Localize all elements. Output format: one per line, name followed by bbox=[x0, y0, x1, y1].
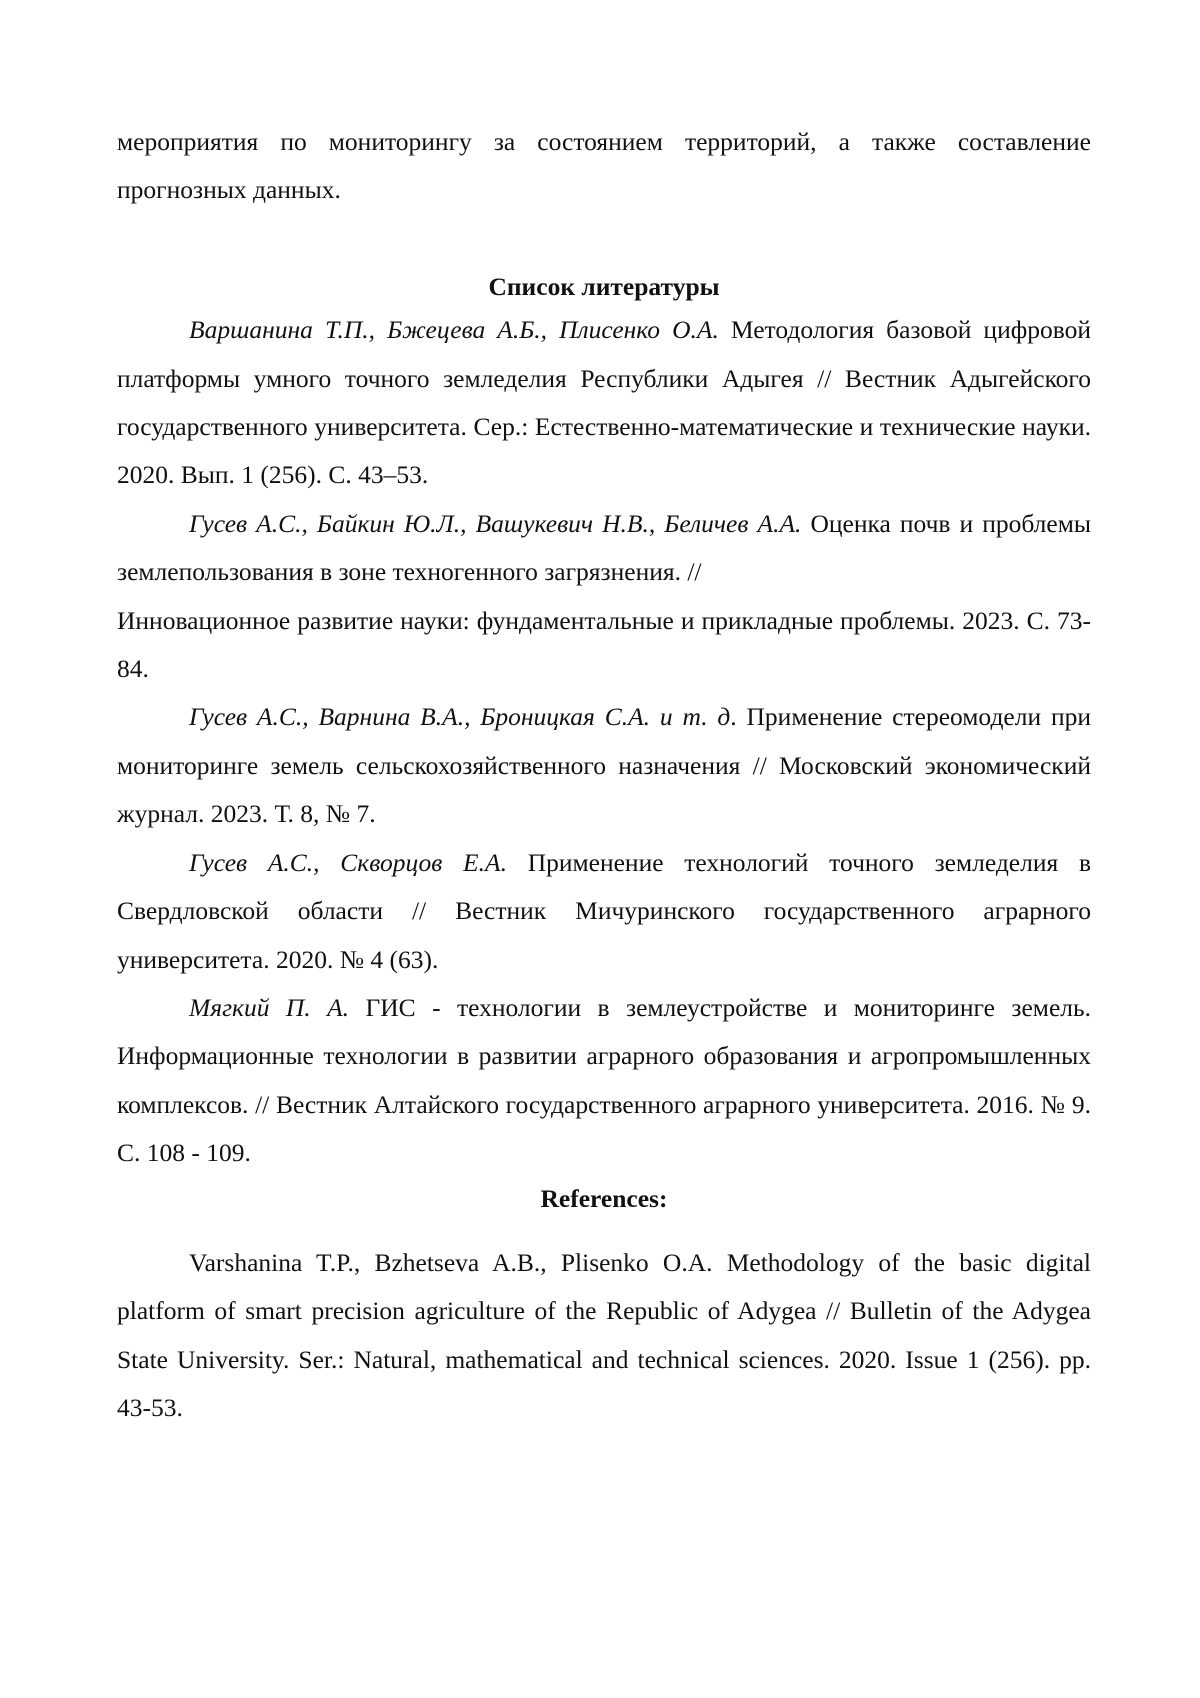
literature-item bbox=[117, 500, 1091, 597]
literature-item-authors: Варшанина Т.П., Бжецева А.Б., Плисенко О.А. bbox=[189, 315, 719, 345]
document-page bbox=[117, 118, 1091, 1433]
literature-item bbox=[117, 306, 1091, 500]
literature-item bbox=[117, 984, 1091, 1178]
literature-item-authors: Мягкий П. А. bbox=[189, 992, 350, 1022]
literature-item-continuation: Инновационное развитие науки: фундаментальные и прикладные проблемы. 2023. С. 73-84. bbox=[117, 605, 1091, 684]
literature-item-text: ГИС - технологии в землеустройстве и мониторинге земель. Информационные технологии в развитии аграрного образования и агропромышленных комплексов. // Вестник Алтайского государственного аграрного университета. 2016. № 9. С. 108 - 109. bbox=[117, 992, 1091, 1168]
literature-item-authors: Гусев А.С., Скворцов Е.А. bbox=[189, 847, 507, 877]
literature-item-text: Оценка почв и проблемы землепользования в зоне техногенного загрязнения. // bbox=[117, 508, 1091, 587]
literature-heading: Список литературы bbox=[488, 271, 720, 301]
intro-paragraph: мероприятия по мониторингу за состоянием территорий, а также составление прогнозных данных. bbox=[117, 127, 1091, 205]
literature-item-authors: Гусев А.С., Байкин Ю.Л., Вашукевич Н.В., Беличев А.А. bbox=[189, 508, 802, 538]
reference-item: Varshanina T.P., Bzhetseva A.B., Plisenko O.A. Methodology of the basic digital platform of smart precision agriculture of the Republic of Adygea // Bulletin of the Adygea State University. Ser.: Natural, mathematical and technical sciences. 2020. Issue 1 (256). pp. 43-53. bbox=[117, 1247, 1091, 1423]
references-heading: References: bbox=[540, 1183, 668, 1213]
literature-item bbox=[117, 693, 1091, 838]
literature-item bbox=[117, 839, 1091, 984]
literature-item-text: Применение технологий точного земледелия в Свердловской области // Вестник Мичуринского государственного аграрного университета. 2020. № 4 (63). bbox=[117, 847, 1091, 974]
literature-item-authors: Гусев А.С., Варнина В.А., Броницкая С.А. и т. д bbox=[189, 702, 731, 732]
literature-item-text: . Применение стереомодели при мониторинге земель сельскохозяйственного назначения // Московский экономический журнал. 2023. Т. 8, № 7. bbox=[117, 702, 1091, 829]
literature-item-text: Методология базовой цифровой платформы умного точного земледелия Республики Адыгея // Вестник Адыгейского государственного университета. Сер.: Естественно-математические и технические науки. 2020. Вып. 1 (256). С. 43–53. bbox=[117, 315, 1091, 490]
